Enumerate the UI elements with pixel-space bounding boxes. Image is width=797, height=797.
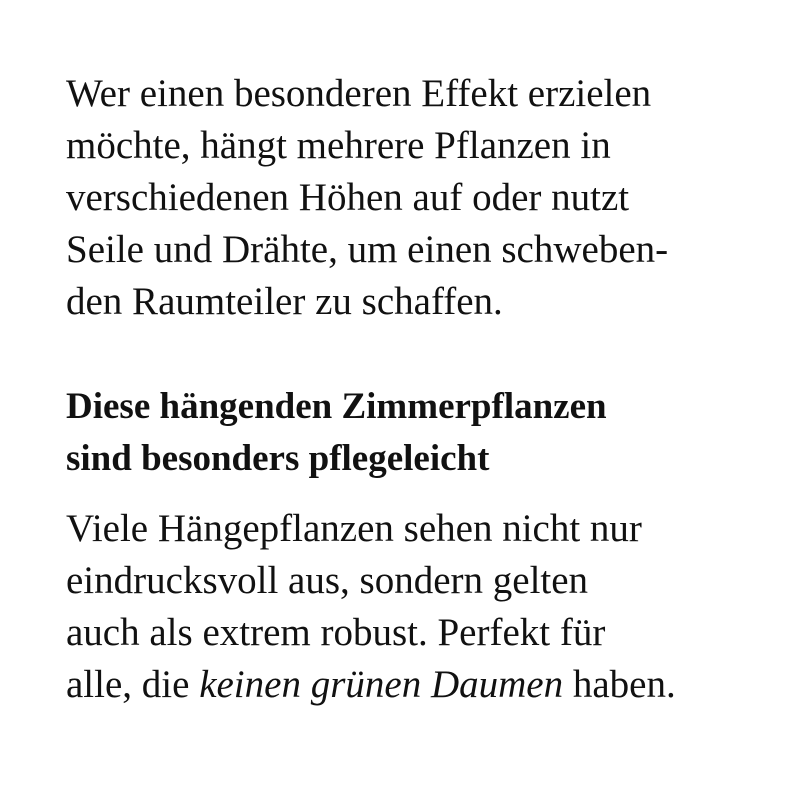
body-paragraph — [66, 503, 676, 711]
heading-line: sind besonders pflegeleicht — [66, 438, 490, 479]
body-line: auch als extrem robust. Perfekt für — [66, 611, 606, 654]
intro-line: möchte, hängt mehrere Pflanzen in — [66, 124, 611, 167]
body-text: alle, die — [66, 663, 200, 706]
body-line: Viele Hängepflanzen sehen nicht nur — [66, 507, 642, 550]
body-line-last — [66, 659, 676, 711]
body-line: eindrucksvoll aus, sondern gelten — [66, 559, 589, 602]
emphasized-text: keinen grünen Daumen — [199, 663, 564, 706]
heading-line: Diese hängenden Zimmerpflanzen — [66, 386, 607, 427]
intro-line: den Raumteiler zu schaffen. — [66, 280, 503, 323]
intro-line: verschiedenen Höhen auf oder nutzt — [66, 176, 630, 219]
intro-paragraph — [66, 68, 668, 328]
intro-line: Wer einen besonderen Effekt erzielen — [66, 72, 652, 115]
section-heading — [66, 381, 607, 485]
intro-line: Seile und Drähte, um einen schweben- — [66, 228, 669, 271]
body-text: haben. — [563, 663, 676, 706]
